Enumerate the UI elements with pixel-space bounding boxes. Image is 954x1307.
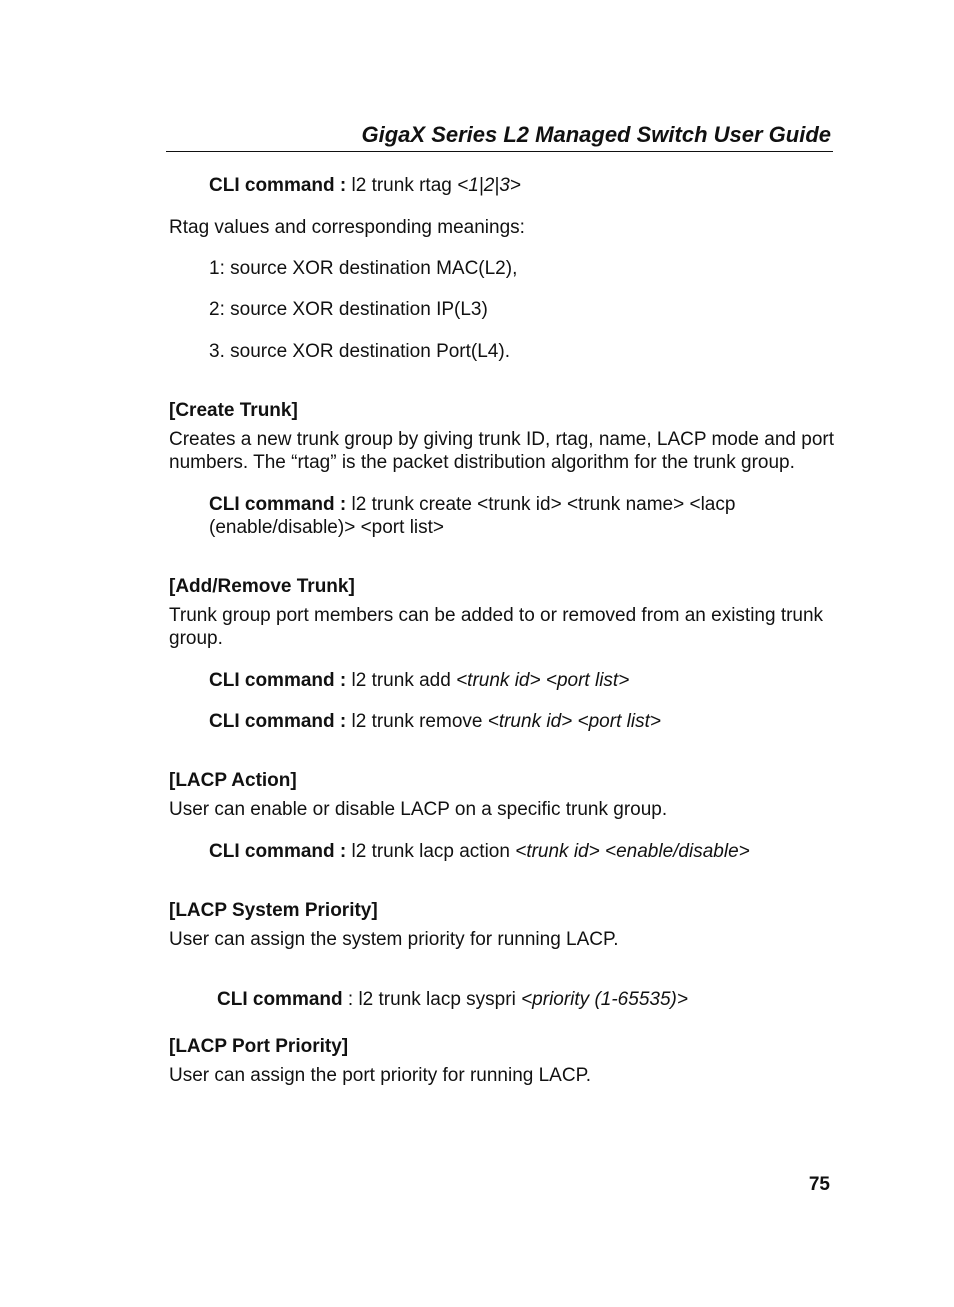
trunk-add-command-text: l2 trunk add: [346, 670, 457, 691]
trunk-remove-command-text: l2 trunk remove: [346, 711, 488, 732]
rtag-value-1: 1: source XOR destination MAC(L2),: [209, 258, 518, 279]
rtag-intro: Rtag values and corresponding meanings:: [169, 217, 525, 238]
cli-label: CLI command :: [209, 670, 347, 691]
lacp-action-command-arg: <trunk id> <enable/disable>: [515, 841, 750, 862]
lacp-syspri-command-arg: <priority (1-65535)>: [521, 989, 688, 1010]
create-trunk-cli-command: [209, 493, 769, 539]
cli-label: CLI command :: [209, 494, 347, 515]
create-trunk-description: Creates a new trunk group by giving trunk ID, rtag, name, LACP mode and port numbers. The “rtag” is the packet distribution algorithm for the trunk group.: [169, 429, 834, 473]
page-number: 75: [808, 1174, 830, 1195]
lacp-action-description: User can enable or disable LACP on a specific trunk group.: [169, 799, 668, 820]
cli-label: CLI command :: [209, 711, 347, 732]
rtag-value-2: 2: source XOR destination IP(L3): [209, 299, 488, 320]
lacp-system-priority-description: User can assign the system priority for running LACP.: [169, 929, 619, 950]
rtag-command-text: l2 trunk rtag: [346, 175, 458, 196]
trunk-add-command-arg: <trunk id> <port list>: [456, 670, 630, 691]
lacp-port-priority-description: User can assign the port priority for running LACP.: [169, 1065, 592, 1086]
create-trunk-command-text: l2 trunk create <trunk id> <trunk name> <lacp (enable/disable)> <port list>: [209, 494, 736, 538]
lacp-syspri-cli-command: [217, 988, 837, 1011]
rtag-cli-command: [209, 174, 839, 197]
lacp-action-cli-command: [209, 840, 839, 863]
lacp-port-priority-heading: [LACP Port Priority]: [169, 1036, 349, 1057]
create-trunk-heading: [Create Trunk]: [169, 400, 298, 421]
header-divider: [166, 151, 833, 152]
lacp-action-command-text: l2 trunk lacp action: [346, 841, 516, 862]
lacp-syspri-command-text: : l2 trunk lacp syspri: [342, 989, 522, 1010]
add-remove-trunk-heading: [Add/Remove Trunk]: [169, 576, 355, 597]
trunk-remove-cli-command: [209, 710, 839, 733]
lacp-action-heading: [LACP Action]: [169, 770, 297, 791]
page-header-title: GigaX Series L2 Managed Switch User Guide: [361, 122, 831, 147]
cli-label: CLI command :: [209, 175, 347, 196]
rtag-command-arg: <1|2|3>: [457, 175, 521, 196]
cli-label: CLI command :: [209, 841, 347, 862]
cli-label: CLI command: [217, 989, 343, 1010]
rtag-value-3: 3. source XOR destination Port(L4).: [209, 341, 510, 362]
trunk-remove-command-arg: <trunk id> <port list>: [487, 711, 661, 732]
trunk-add-cli-command: [209, 669, 839, 692]
add-remove-trunk-description: Trunk group port members can be added to or removed from an existing trunk group.: [169, 605, 824, 649]
lacp-system-priority-heading: [LACP System Priority]: [169, 900, 378, 921]
